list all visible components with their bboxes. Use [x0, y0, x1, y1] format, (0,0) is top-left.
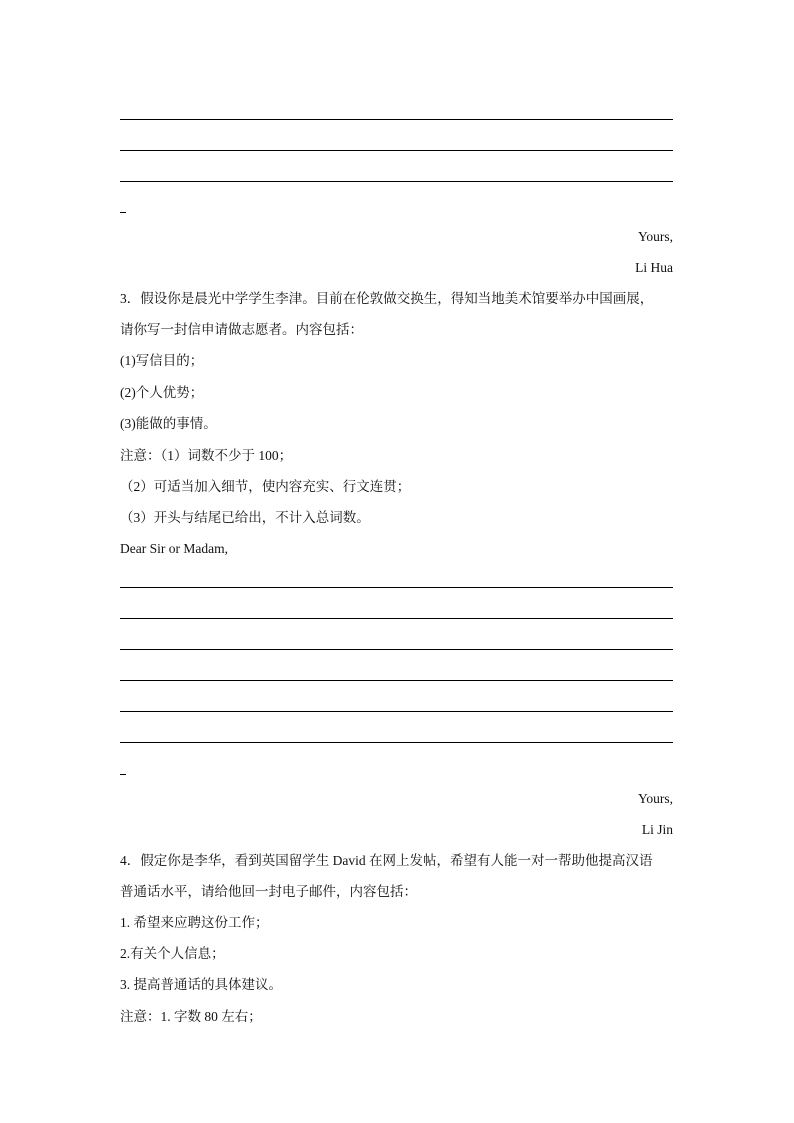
writing-line	[120, 150, 673, 151]
question-3-note-2: （2）可适当加入细节，使内容充实、行文连贯；	[120, 479, 411, 494]
question-3-note-3: （3）开头与结尾已给出，不计入总词数。	[120, 510, 370, 525]
writing-line	[120, 181, 673, 182]
signature-text: Li Jin	[641, 822, 673, 837]
writing-line	[120, 742, 673, 743]
question-4-prompt: 4．假定你是李华，看到英国留学生 David 在网上发帖，希望有人能一对一帮助他提高汉语	[120, 853, 653, 868]
question-3-item-2: (2)个人优势；	[120, 385, 204, 400]
closing-text: Yours,	[637, 791, 673, 806]
writing-line	[120, 649, 673, 650]
question-4-note-1: 注意：1. 字数 80 左右；	[120, 1009, 262, 1024]
question-4-prompt-cont: 普通话水平，请给他回一封电子邮件，内容包括：	[120, 884, 417, 899]
question-3-prompt: 3．假设你是晨光中学学生李津。目前在伦敦做交换生，得知当地美术馆要举办中国画展，	[120, 291, 654, 306]
question-4-item-2: 2.有关个人信息；	[120, 946, 225, 961]
signature-text: Li Hua	[635, 260, 673, 275]
writing-line	[120, 711, 673, 712]
salutation-text: Dear Sir or Madam,	[120, 541, 228, 556]
writing-line	[120, 618, 673, 619]
question-3-prompt-cont: 请你写一封信申请做志愿者。内容包括：	[120, 322, 363, 337]
closing-text: Yours,	[637, 229, 673, 244]
question-4-item-3: 3. 提高普通话的具体建议。	[120, 977, 282, 992]
end-mark	[120, 774, 126, 775]
question-3-item-3: (3)能做的事情。	[120, 416, 217, 431]
question-4-item-1: 1. 希望来应聘这份工作；	[120, 915, 269, 930]
writing-line	[120, 680, 673, 681]
question-3-note-1: 注意：（1）词数不少于 100；	[120, 448, 293, 463]
writing-line	[120, 587, 673, 588]
end-mark	[120, 212, 126, 213]
writing-line	[120, 119, 673, 120]
question-3-item-1: (1)写信目的；	[120, 353, 204, 368]
